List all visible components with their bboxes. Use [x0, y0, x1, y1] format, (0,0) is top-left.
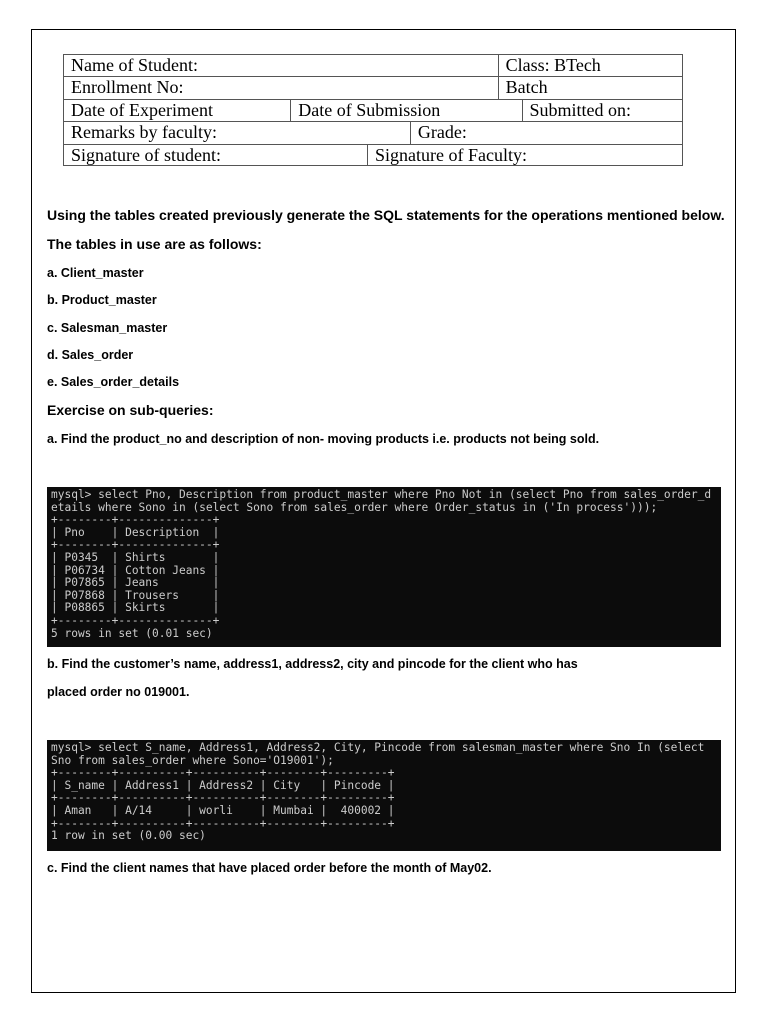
header-cell: Enrollment No:	[71, 77, 184, 98]
terminal-line: | P07868 | Trousers |	[51, 588, 220, 602]
header-cell: Submitted on:	[522, 100, 682, 121]
terminal-line: mysql> select S_name, Address1, Address2, City, Pincode from salesman_master where Sno In (select	[51, 741, 705, 754]
terminal-line: | S_name | Address1 | Address2 | City | Pincode |	[51, 778, 395, 792]
terminal-line: | Aman | A/14 | worli | Mumbai | 400002 |	[51, 803, 395, 817]
header-cell: Date of Experiment	[71, 99, 213, 120]
student-info-table	[63, 54, 683, 166]
terminal-line: 1 row in set (0.00 sec)	[51, 829, 206, 843]
header-cell: Batch	[498, 77, 682, 98]
terminal-line: Sno from sales_order where Sono='O19001');	[51, 753, 334, 767]
header-cell: Name of Student:	[71, 55, 198, 75]
question-c: c. Find the client names that have placed order before the month of May02.	[47, 861, 492, 875]
terminal-line: mysql> select Pno, Description from product_master where Pno Not in (select Pno from sales_order_d	[51, 488, 712, 501]
header-row	[63, 76, 683, 98]
question-a: a. Find the product_no and description of non- moving products i.e. products not being sold.	[47, 432, 600, 446]
terminal-line: 5 rows in set (0.01 sec)	[51, 626, 213, 640]
terminal-line: +--------+----------+----------+--------+---------+	[51, 791, 395, 805]
terminal-line: | P07865 | Jeans |	[51, 576, 220, 590]
table-item: a. Client_master	[47, 266, 144, 280]
table-item: c. Salesman_master	[47, 321, 168, 335]
question-b-line1: b. Find the customer’s name, address1, address2, city and pincode for the client who has	[47, 657, 578, 671]
header-cell: Grade:	[410, 122, 682, 143]
header-row	[63, 144, 683, 166]
terminal-output-a	[47, 487, 721, 647]
terminal-line: +--------+--------------+	[51, 513, 220, 527]
terminal-line: +--------+--------------+	[51, 613, 220, 627]
terminal-line: | P06734 | Cotton Jeans |	[51, 563, 220, 577]
header-cell: Remarks by faculty:	[71, 122, 217, 143]
table-item: b. Product_master	[47, 293, 157, 307]
intro-text: Using the tables created previously generate the SQL statements for the operations mentioned below.	[47, 207, 725, 223]
terminal-line: | P08865 | Skirts |	[51, 601, 220, 615]
header-cell: Signature of Faculty:	[367, 145, 682, 165]
header-cell: Date of Submission	[290, 100, 521, 121]
table-item: d. Sales_order	[47, 348, 134, 362]
terminal-line: | Pno | Description |	[51, 525, 220, 539]
terminal-line: +--------+----------+----------+--------+---------+	[51, 766, 395, 780]
terminal-line: +--------+----------+----------+--------+---------+	[51, 816, 395, 830]
header-row	[63, 99, 683, 121]
terminal-output-b	[47, 740, 721, 851]
exercise-heading: Exercise on sub-queries:	[47, 402, 214, 418]
tables-heading: The tables in use are as follows:	[47, 236, 262, 252]
terminal-line: +--------+--------------+	[51, 538, 220, 552]
table-item: e. Sales_order_details	[47, 375, 180, 389]
header-row	[63, 54, 683, 76]
header-cell: Class: BTech	[498, 55, 682, 76]
terminal-line: etails where Sono in (select Sono from sales_order where Order_status in ('In process')));	[51, 500, 658, 514]
header-row	[63, 121, 683, 143]
terminal-line: | P0345 | Shirts |	[51, 550, 220, 564]
question-b-line2: placed order no 019001.	[47, 685, 190, 699]
header-cell: Signature of student:	[71, 144, 221, 165]
